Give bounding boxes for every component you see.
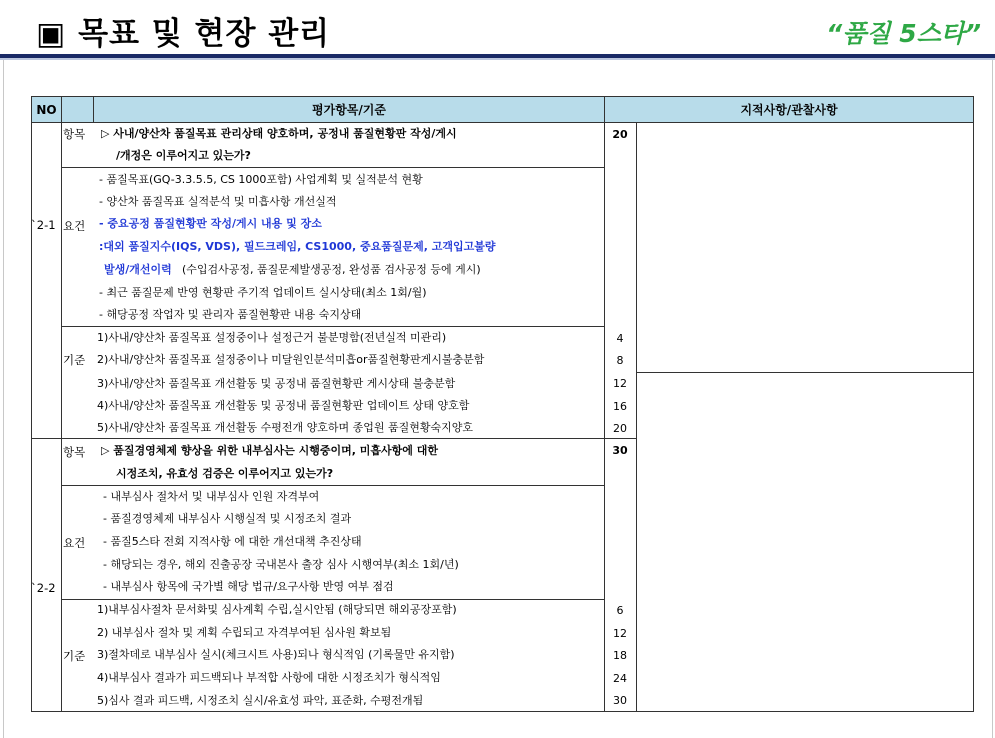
section-2-1-req-label: 요건	[63, 219, 86, 233]
section-2-1-req-line-5: 발생/개선이력	[104, 263, 172, 276]
section-2-2-std-score-3: 18	[613, 649, 627, 662]
section-2-2-std-line-1: 1)내부심사절차 문서화및 심사계획 수립,실시안됨 (해당되면 해외공장포함)	[97, 603, 457, 616]
section-2-2-std-score-5: 30	[613, 694, 627, 707]
section-2-1-req-line-6: (수입검사공정, 품질문제발생공정, 완성품 검사공정 등에 게시)	[182, 263, 481, 276]
title-divider-shadow	[0, 58, 995, 60]
section-2-2-req-label: 요건	[63, 536, 86, 550]
section-2-2-std-line-5: 5)심사 결과 피드백, 시정조치 실시/유효성 파악, 표준화, 수평전개됨	[97, 694, 424, 707]
section-2-1-item-score: 20	[612, 128, 628, 141]
section-2-2-no: `2-2	[31, 581, 56, 595]
section-2-1-std-score-3: 12	[613, 377, 627, 390]
section-2-1-std-line-3: 3)사내/양산차 품질목표 개선활동 및 공정내 품질현황판 게시상태 불충분함	[97, 377, 456, 390]
col-header-no: NO	[31, 96, 62, 123]
section-2-1-score-cell	[604, 122, 637, 439]
page-title: ▣ 목표 및 현장 관리	[36, 16, 331, 52]
section-2-2-req-line-2: - 품질경영체제 내부심사 시행실적 및 시정조치 결과	[103, 512, 352, 525]
section-2-1-std-line-4: 4)사내/양산차 품질목표 개선활동 및 공정내 품질현황판 업데이트 상태 양호함	[97, 399, 470, 412]
findings-cell-2[interactable]	[636, 372, 974, 712]
section-2-2-req-line-3: - 품질5스타 전회 지적사항 에 대한 개선대책 추진상태	[103, 535, 362, 548]
section-2-2-req-line-4: - 해당되는 경우, 해외 진출공장 국내본사 출장 심사 시행여부(최소 1회/년)	[103, 558, 459, 571]
section-2-1-req-line-7: - 최근 품질문제 반영 현황판 주기적 업데이트 실시상태(최소 1회/월)	[99, 286, 427, 299]
section-2-1-std-score-5: 20	[613, 422, 627, 435]
section-2-2-std-line-3: 3)절차데로 내부심사 실시(체크시트 사용)되나 형식적임 (기록물만 유지함)	[97, 648, 455, 661]
section-2-1-item-line-2: /개정은 이루어지고 있는가?	[116, 149, 251, 162]
section-2-2-std-label: 기준	[63, 649, 86, 663]
col-header-blank	[61, 96, 94, 123]
section-2-2-item-line-2: 시정조치, 유효성 검증은 이루어지고 있는가?	[116, 467, 334, 480]
section-2-1-std-label-cell	[61, 326, 94, 439]
section-2-1-req-line-2: - 양산차 품질목표 실적분석 및 미흡사항 개선실적	[99, 195, 337, 208]
section-2-1-std-score-1: 4	[616, 332, 624, 345]
section-2-1-std-label: 기준	[63, 353, 86, 367]
section-2-1-no-cell	[31, 122, 62, 439]
section-2-1-req-line-3: - 중요공정 품질현황판 작성/게시 내용 및 장소	[99, 217, 322, 230]
section-2-1-std-line-5: 5)사내/양산차 품질목표 개선활동 수평전개 양호하며 종업원 품질현황숙지양호	[97, 421, 474, 434]
section-2-2-item-score: 30	[612, 444, 628, 457]
section-2-2-std-line-2: 2) 내부심사 절차 및 계획 수립되고 자격부여된 심사원 확보됨	[97, 626, 392, 639]
section-2-2-no-cell	[31, 438, 62, 712]
col-header-findings: 지적사항/관찰사항	[604, 96, 974, 123]
section-2-2-std-score-4: 24	[613, 672, 627, 685]
section-2-2-item-label: 항목	[63, 445, 86, 459]
brand-slogan: “품질 5스타”	[826, 19, 981, 48]
section-2-2-req-line-5: - 내부심사 항목에 국가별 해당 법규/요구사항 반영 여부 점검	[103, 580, 394, 593]
section-2-1-req-line-8: - 해당공정 작업자 및 관리자 품질현황판 내용 숙지상태	[99, 308, 362, 321]
section-2-1-req-line-4: :대외 품질지수(IQS, VDS), 필드크레임, CS1000, 중요품질문제, 고객입고불량	[99, 240, 496, 253]
section-2-1-item-line-1: ▷ 사내/양산차 품질목표 관리상태 양호하며, 공정내 품질현황판 작성/게시	[101, 127, 457, 140]
section-2-1-req-line-1: - 품질목표(GQ-3.3.5.5, CS 1000포함) 사업계획 및 실적분석 현황	[99, 173, 423, 186]
section-2-2-std-score-2: 12	[613, 627, 627, 640]
findings-cell-1[interactable]	[636, 122, 974, 373]
section-2-1-std-score-4: 16	[613, 400, 627, 413]
section-2-1-std-score-2: 8	[616, 354, 624, 367]
section-2-1-no: `2-1	[31, 218, 56, 232]
section-2-1-std-line-1: 1)사내/양산차 품질목표 설정중이나 설정근거 불분명함(전년실적 미관리)	[97, 331, 447, 344]
page-edge-left	[3, 60, 4, 738]
page-edge-right	[992, 60, 993, 738]
section-2-1-std-line-2: 2)사내/양산차 품질목표 설정중이나 미달원인분석미흡or품질현황판게시불충분함	[97, 353, 485, 366]
section-2-2-score-cell	[604, 438, 637, 712]
col-header-criteria: 평가항목/기준	[93, 96, 605, 123]
section-2-2-item-line-1: ▷ 품질경영체제 향상을 위한 내부심사는 시행중이며, 미흡사항에 대한	[101, 444, 438, 457]
section-2-2-req-line-1: - 내부심사 절차서 및 내부심사 인원 자격부여	[103, 490, 320, 503]
section-2-2-std-score-1: 6	[616, 604, 624, 617]
section-2-1-item-label: 항목	[63, 127, 86, 141]
section-2-2-std-line-4: 4)내부심사 결과가 피드백되나 부적합 사항에 대한 시정조치가 형식적임	[97, 671, 441, 684]
